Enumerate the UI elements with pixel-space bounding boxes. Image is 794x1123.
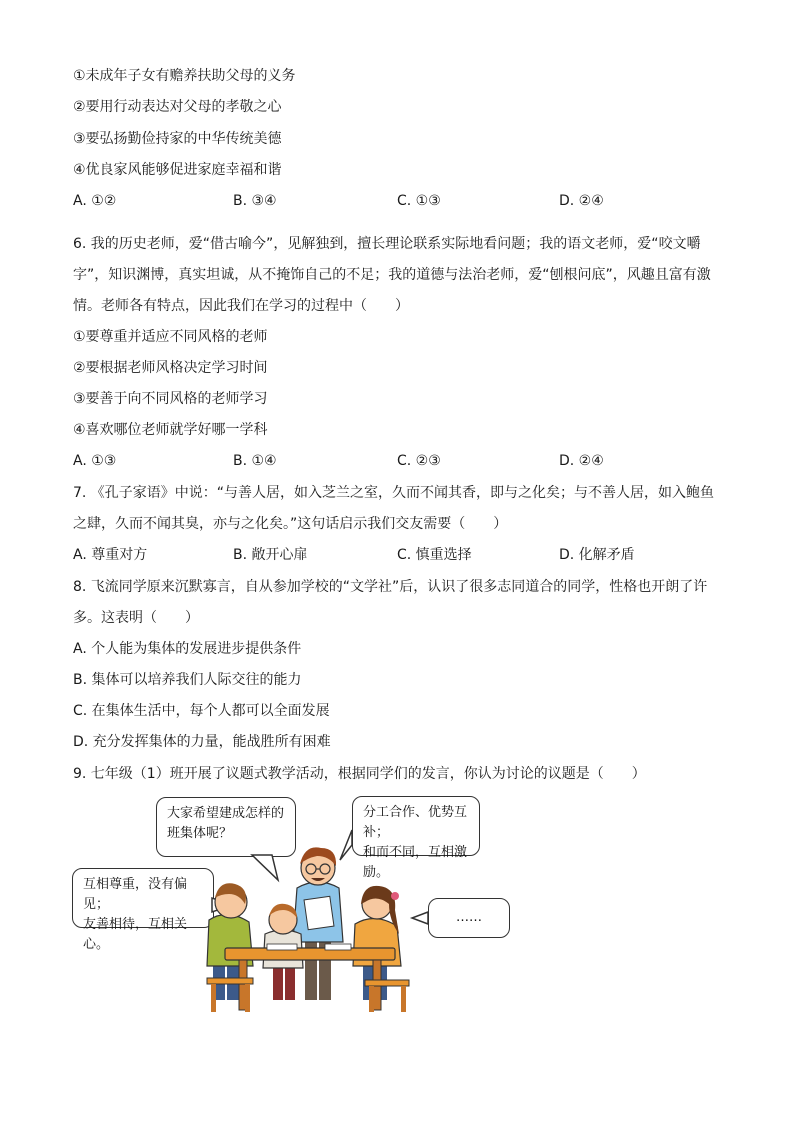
q5-item-2: ②要用行动表达对父母的孝敬之心 — [73, 99, 282, 115]
q6-item-3: ③要善于向不同风格的老师学习 — [73, 391, 268, 407]
q7-option-b[interactable]: B. 敞开心扉 — [233, 547, 308, 563]
bubble-line: 和而不同，互相激励。 — [363, 845, 468, 880]
q7-stem-line-1: 7. 《孔子家语》中说：“与善人居，如入芝兰之室，久而不闻其香，即与之化矣；与不善人居，如入鲍鱼 — [73, 485, 715, 501]
classroom-discussion-illustration — [205, 838, 415, 1016]
q6-option-d[interactable]: D. ②④ — [559, 453, 604, 469]
q5-item-3: ③要弘扬勤俭持家的中华传统美德 — [73, 131, 282, 147]
q8-option-a[interactable]: A. 个人能为集体的发展进步提供条件 — [73, 641, 302, 657]
q6-stem-line-1: 6. 我的历史老师，爱“借古喻今”，见解独到，擅长理论联系实际地看问题；我的语文老师，爱“咬文嚼 — [73, 236, 701, 252]
bubble-line: 友善相待，互相关心。 — [83, 917, 188, 952]
q5-option-b[interactable]: B. ③④ — [233, 193, 277, 209]
bubble-line: 大家希望建成怎样的 — [167, 806, 285, 821]
q8-stem-line-1: 8. 飞流同学原来沉默寡言，自从参加学校的“文学社”后，认识了很多志同道合的同学，性格也开朗了许 — [73, 579, 708, 595]
q8-option-b[interactable]: B. 集体可以培养我们人际交往的能力 — [73, 672, 302, 688]
q6-option-c[interactable]: C. ②③ — [397, 453, 441, 469]
q8-stem-line-2: 多。这表明（ ） — [73, 610, 199, 626]
q6-option-b[interactable]: B. ①④ — [233, 453, 277, 469]
q8-option-c[interactable]: C. 在集体生活中，每个人都可以全面发展 — [73, 703, 330, 719]
q5-item-1: ①未成年子女有赡养扶助父母的义务 — [73, 68, 296, 84]
q6-item-4: ④喜欢哪位老师就学好哪一学科 — [73, 422, 268, 438]
bubble-line: 班集体呢？ — [167, 826, 233, 841]
bubble-line: 互相尊重，没有偏见； — [83, 877, 188, 912]
q7-stem-line-2: 之肆，久而不闻其臭，亦与之化矣。”这句话启示我们交友需要（ ） — [73, 516, 508, 532]
q7-option-a[interactable]: A. 尊重对方 — [73, 547, 148, 563]
q5-option-c[interactable]: C. ①③ — [397, 193, 441, 209]
q5-item-4: ④优良家风能够促进家庭幸福和谐 — [73, 162, 282, 178]
q6-option-a[interactable]: A. ①③ — [73, 453, 117, 469]
q6-stem-line-2: 字”，知识渊博，真实坦诚，从不掩饰自己的不足；我的道德与法治老师，爱“刨根问底”，风趣且富有激 — [73, 267, 711, 283]
bubble-line: 分工合作、优势互补； — [363, 805, 468, 840]
q6-item-1: ①要尊重并适应不同风格的老师 — [73, 329, 268, 345]
q5-option-a[interactable]: A. ①② — [73, 193, 117, 209]
q8-option-d[interactable]: D. 充分发挥集体的力量，能战胜所有困难 — [73, 734, 331, 750]
q9-stem: 9. 七年级（1）班开展了议题式教学活动，根据同学们的发言，你认为讨论的议题是（ ） — [73, 766, 646, 782]
q5-option-d[interactable]: D. ②④ — [559, 193, 604, 209]
teacher-figure — [293, 847, 343, 1000]
q6-item-2: ②要根据老师风格决定学习时间 — [73, 360, 268, 376]
q7-option-d[interactable]: D. 化解矛盾 — [559, 547, 635, 563]
q6-stem-line-3: 情。老师各有特点，因此我们在学习的过程中（ ） — [73, 298, 409, 314]
bubble-ellipsis-text: …… — [456, 910, 482, 925]
q7-option-c[interactable]: C. 慎重选择 — [397, 547, 472, 563]
